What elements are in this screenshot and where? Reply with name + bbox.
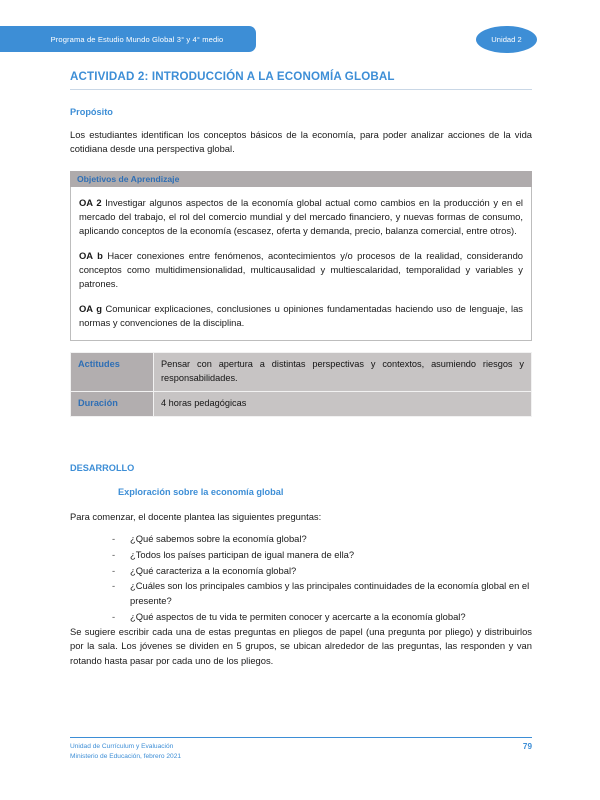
meta-row-label: Duración (71, 392, 154, 417)
program-header-label: Programa de Estudio Mundo Global 3° y 4° medio (50, 34, 224, 44)
unit-badge-label: Unidad 2 (491, 35, 522, 44)
footer-line-2: Ministerio de Educación, febrero 2021 (70, 752, 182, 760)
footer-line-1: Unidad de Currículum y Evaluación (70, 743, 174, 750)
development-heading: DESARROLLO (70, 462, 135, 473)
learning-objective-item (79, 196, 523, 238)
list-item: - ¿Cuáles son los principales cambios y las principales continuidades de la economía global en el presente? (108, 579, 532, 608)
development-subsection-heading: Exploración sobre la economía global (118, 486, 284, 497)
page-number: 79 (522, 742, 532, 751)
learning-objective-code: OA b (79, 249, 103, 261)
activity-title: ACTIVIDAD 2: INTRODUCCIÓN A LA ECONOMÍA GLOBAL (70, 70, 395, 83)
learning-objective-code: OA 2 (79, 196, 102, 208)
learning-objective-code: OA g (79, 303, 102, 315)
footer-institution (70, 742, 181, 762)
list-item: - ¿Qué caracteriza a la economía global? (108, 564, 532, 579)
purpose-text: Los estudiantes identifican los conceptos básicos de la economía, para poder analizar acciones de la vida cotidiana desde una perspectiva global. (70, 129, 532, 155)
questions-list (70, 532, 532, 624)
meta-row-value: 4 horas pedagógicas (154, 392, 532, 417)
development-section (70, 463, 532, 668)
title-divider (70, 89, 532, 90)
footer-row (70, 738, 532, 762)
learning-objectives-body (70, 187, 532, 342)
activity-meta-table (70, 352, 532, 416)
development-closing-text: Se sugiere escribir cada una de estas preguntas en pliegos de papel (una pregunta por pliego) y distribuirlos por la sala. Los jóvenes se dividen en 5 grupos, se ubican alrededor de las preguntas, las responden y van rotando hasta pasar por cada uno de los pliegos. (70, 626, 532, 666)
page-footer (70, 737, 532, 762)
table-row (71, 353, 532, 392)
list-item: - ¿Qué aspectos de tu vida te permiten conocer y acercarte a la economía global? (108, 610, 532, 625)
learning-objectives-bar-label: Objetivos de Aprendizaje (77, 173, 180, 184)
learning-objective-text: Hacer conexiones entre fenómenos, acontecimientos y/o procesos de la realidad, considerando conceptos como multidimensionalidad, multicausalidad y multiescalaridad, temporalidad y variables y patrones. (79, 249, 524, 290)
list-item: - ¿Qué sabemos sobre la economía global? (108, 532, 532, 547)
unit-badge (476, 26, 537, 53)
learning-objectives-block (70, 171, 532, 342)
development-intro-text: Para comenzar, el docente plantea las siguientes preguntas: (70, 510, 322, 522)
meta-row-value: Pensar con apertura a distintas perspectivas y contextos, asumiendo riesgos y responsabilidades. (154, 353, 532, 392)
purpose-heading: Propósito (70, 107, 113, 117)
learning-objective-text: Investigar algunos aspectos de la economía global actual como cambios en la producción y en el mercado del trabajo, el rol del comercio mundial y del mercado financiero, y nuevas formas de consumo, aplicando conceptos de la economía (escasez, oferta y demanda, precio, balanza comercial, entre otros). (79, 196, 523, 236)
document-content (70, 70, 532, 676)
learning-objective-text: Comunicar explicaciones, conclusiones u opiniones fundamentadas haciendo uso de lenguaje, las normas y convenciones de la disciplina. (79, 303, 523, 329)
learning-objective-item (79, 302, 523, 330)
table-row (71, 392, 532, 417)
program-header-band (0, 26, 256, 52)
learning-objectives-bar (70, 171, 532, 187)
meta-row-label: Actitudes (71, 353, 154, 392)
learning-objective-item (79, 249, 523, 291)
list-item: - ¿Todos los países participan de igual manera de ella? (108, 548, 532, 563)
